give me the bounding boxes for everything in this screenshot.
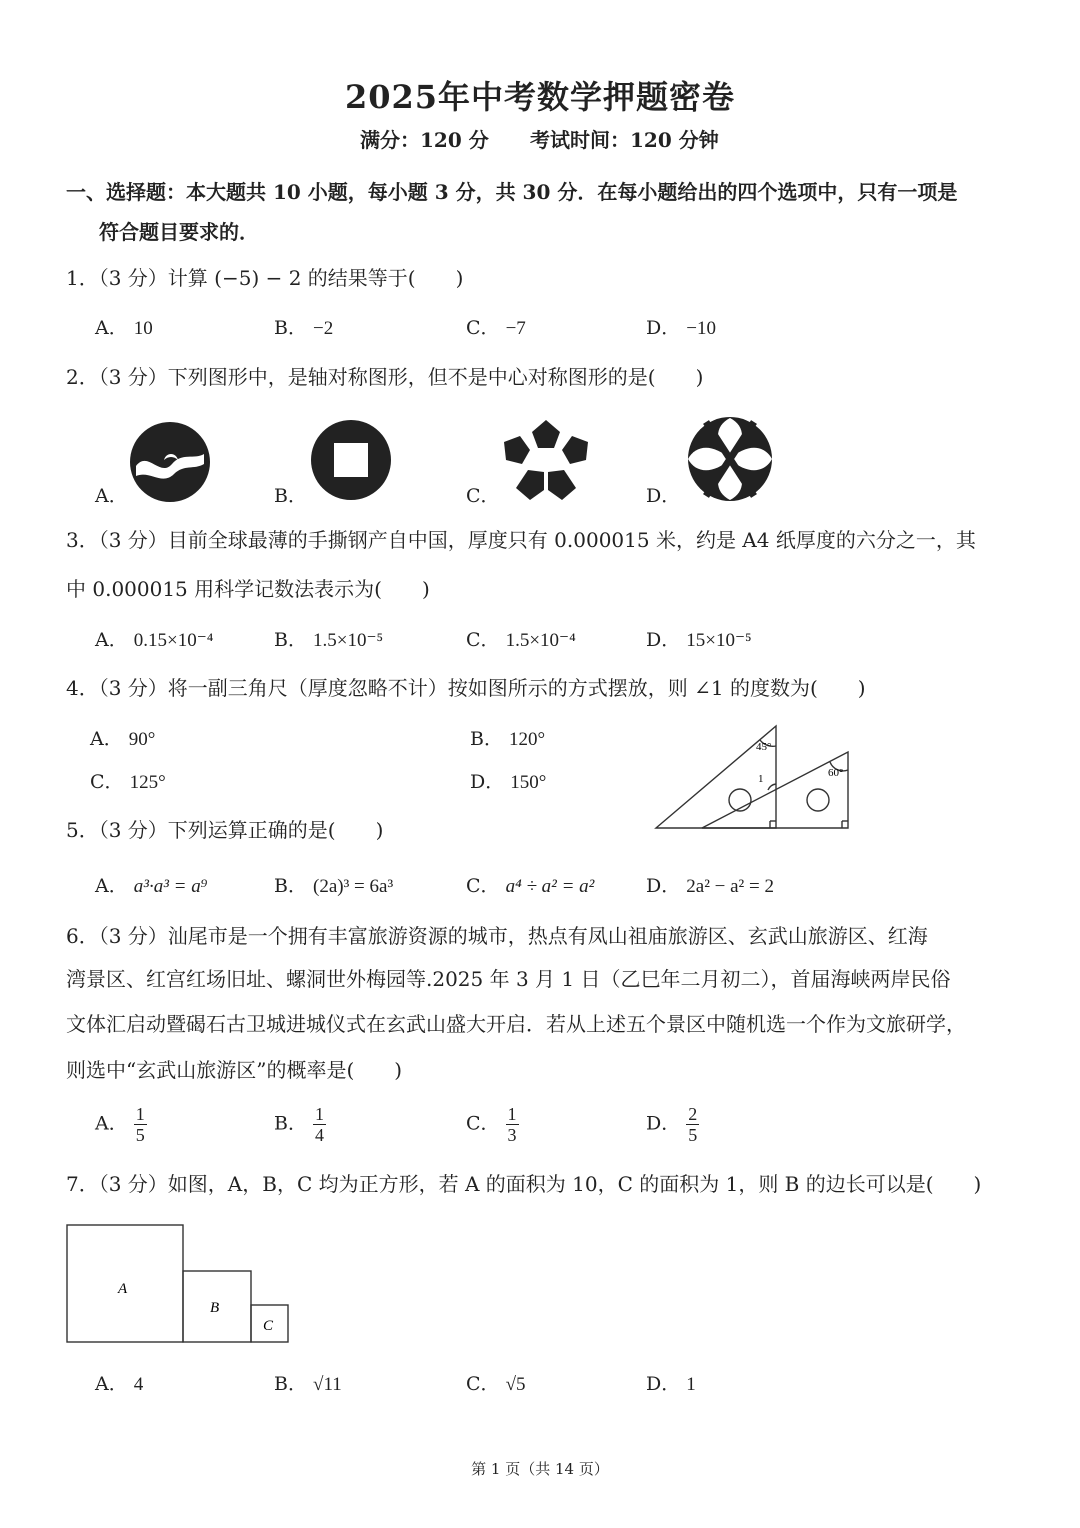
q4-option-c [90, 768, 166, 797]
option-label: A． [95, 629, 128, 651]
squares-figure [64, 1222, 294, 1346]
fraction-numerator: 1 [507, 1104, 517, 1124]
option-label: A． [95, 1112, 128, 1135]
option-value: 120° [509, 729, 546, 750]
option-value: 1.5×10⁻⁴ [505, 630, 576, 651]
option-value: a³·a³ = a⁹ [133, 876, 208, 897]
q1-option-b [274, 314, 333, 343]
fraction-numerator: 1 [314, 1104, 324, 1124]
question-5-stem: 5．（3 分）下列运算正确的是( ) [66, 818, 384, 842]
q3-option-b [274, 626, 383, 655]
option-label: B． [470, 728, 503, 750]
square-a-label: A [118, 1281, 128, 1297]
fraction [686, 1104, 699, 1145]
option-label: B． [274, 629, 307, 651]
q4-option-a [90, 725, 155, 754]
question-2-stem: 2．（3 分）下列图形中，是轴对称图形，但不是中心对称图形的是( ) [66, 365, 704, 389]
option-label: C． [466, 1112, 500, 1135]
option-value: −7 [505, 318, 526, 339]
q1-option-c [466, 314, 526, 343]
fraction-denominator: 4 [314, 1125, 324, 1145]
q6-option-c [466, 1104, 519, 1145]
option-value: 90° [128, 729, 156, 750]
q2-option-b-label: B． [274, 485, 307, 507]
q3-option-a [95, 626, 213, 655]
option-value: 0.15×10⁻⁴ [133, 630, 214, 651]
angle-60-label: 60° [828, 767, 844, 779]
option-label: C． [466, 875, 500, 897]
option-value: √5 [505, 1374, 526, 1395]
fraction-denominator: 5 [688, 1125, 698, 1145]
option-label: B． [274, 1112, 307, 1135]
page-footer: 第 1 页（共 14 页） [471, 1460, 609, 1478]
option-value: 4 [133, 1374, 144, 1395]
symbol-b-coin-figure [309, 418, 393, 502]
option-value: 1.5×10⁻⁵ [313, 630, 384, 651]
q3-option-c [466, 626, 576, 655]
option-label: B． [274, 1373, 307, 1395]
option-value: 15×10⁻⁵ [686, 630, 752, 651]
triangle-rulers-figure [650, 718, 855, 838]
fraction-numerator: 2 [688, 1104, 698, 1124]
option-value: √11 [313, 1374, 342, 1395]
symbol-a-taiji-figure [128, 420, 212, 504]
q7-option-d [646, 1370, 696, 1399]
question-4-stem: 4．（3 分）将一副三角尺（厚度忽略不计）按如图所示的方式摆放，则 ∠1 的度数为( ) [66, 676, 866, 700]
fraction-numerator: 1 [135, 1104, 145, 1124]
section-heading [66, 172, 1026, 252]
q5-option-b [274, 872, 393, 901]
fraction-denominator: 5 [135, 1125, 145, 1145]
question-3-stem-line2: 中 0.000015 用科学记数法表示为( ) [66, 577, 430, 601]
question-1-stem: 1．（3 分）计算 (−5) − 2 的结果等于( ) [66, 266, 464, 290]
option-value: 1 [686, 1374, 696, 1395]
q5-option-a [95, 872, 207, 901]
option-value: a⁴ ÷ a² = a² [505, 876, 595, 897]
q2-option-d-label: D． [646, 485, 681, 507]
question-3-stem-line1: 3．（3 分）目前全球最薄的手撕钢产自中国，厚度只有 0.000015 米，约是 A4 纸厚度的六分之一，其 [66, 528, 976, 552]
option-label: C． [466, 629, 500, 651]
question-6-stem-line4: 则选中“玄武山旅游区”的概率是( ) [66, 1058, 403, 1082]
q4-option-d [470, 768, 546, 797]
symbol-d-petals-figure [684, 414, 776, 504]
question-6-stem-line3: 文体汇启动暨碣石古卫城进城仪式在玄武山盛大开启．若从上述五个景区中随机选一个作为文旅研学， [66, 1012, 966, 1036]
option-label: D． [646, 317, 681, 339]
option-label: A． [95, 875, 128, 897]
option-label: C． [466, 317, 500, 339]
q1-option-d [646, 314, 716, 343]
angle-1-label: 1 [758, 773, 764, 785]
fraction [134, 1104, 147, 1145]
option-label: B． [274, 875, 307, 897]
q6-option-d [646, 1104, 699, 1145]
option-value: 2a² − a² = 2 [686, 876, 774, 897]
exam-time: 考试时间：120 分钟 [530, 128, 719, 152]
q5-option-c [466, 872, 594, 901]
option-label: D． [470, 771, 505, 793]
option-label: D． [646, 1373, 681, 1395]
question-7-stem: 7．（3 分）如图，A，B，C 均为正方形，若 A 的面积为 10，C 的面积为 1，则 B 的边长可以是( ) [66, 1172, 982, 1196]
q1-option-a [95, 314, 153, 343]
q3-option-d [646, 626, 752, 655]
option-label: D． [646, 875, 681, 897]
option-label: A． [95, 317, 128, 339]
q4-option-b [470, 725, 545, 754]
question-6-stem-line1: 6．（3 分）汕尾市是一个拥有丰富旅游资源的城市，热点有凤山祖庙旅游区、玄武山旅游区、红海 [66, 924, 928, 948]
q6-option-a [95, 1104, 147, 1145]
option-label: A． [95, 1373, 128, 1395]
fraction [506, 1104, 519, 1145]
option-label: A． [90, 728, 123, 750]
section-heading-line1: 一、选择题：本大题共 10 小题，每小题 3 分，共 30 分．在每小题给出的四个选项中，只有一项是 [66, 180, 958, 204]
q2-option-c-label: C． [466, 485, 500, 507]
option-value: −2 [313, 318, 334, 339]
symbol-c-pentagon-figure [500, 414, 592, 504]
section-heading-line2: 符合题目要求的． [99, 220, 259, 244]
option-label: D． [646, 629, 681, 651]
option-label: C． [466, 1373, 500, 1395]
q7-option-c [466, 1370, 526, 1399]
option-label: C． [90, 771, 124, 793]
option-value: 10 [133, 318, 153, 339]
option-value: 150° [510, 772, 547, 793]
q5-option-d [646, 872, 774, 901]
q6-option-b [274, 1104, 326, 1145]
square-c-label: C [263, 1318, 274, 1334]
option-value: 125° [129, 772, 166, 793]
fraction [313, 1104, 326, 1145]
q7-option-a [95, 1370, 143, 1399]
option-value: −10 [686, 318, 716, 339]
full-score: 满分：120 分 [360, 128, 489, 152]
q2-option-a-label: A． [95, 485, 128, 507]
fraction-denominator: 3 [507, 1125, 517, 1145]
square-b-label: B [210, 1300, 220, 1316]
page-title: 2025年中考数学押题密卷 [344, 78, 736, 116]
option-label: B． [274, 317, 307, 339]
question-6-stem-line2: 湾景区、红宫红场旧址、螺洞世外梅园等.2025 年 3 月 1 日（乙巳年二月初二），首届海峡两岸民俗 [66, 967, 951, 991]
option-label: D． [646, 1112, 681, 1135]
q7-option-b [274, 1370, 342, 1399]
angle-45-label: 45° [756, 741, 772, 753]
option-value: (2a)³ = 6a³ [313, 876, 394, 897]
